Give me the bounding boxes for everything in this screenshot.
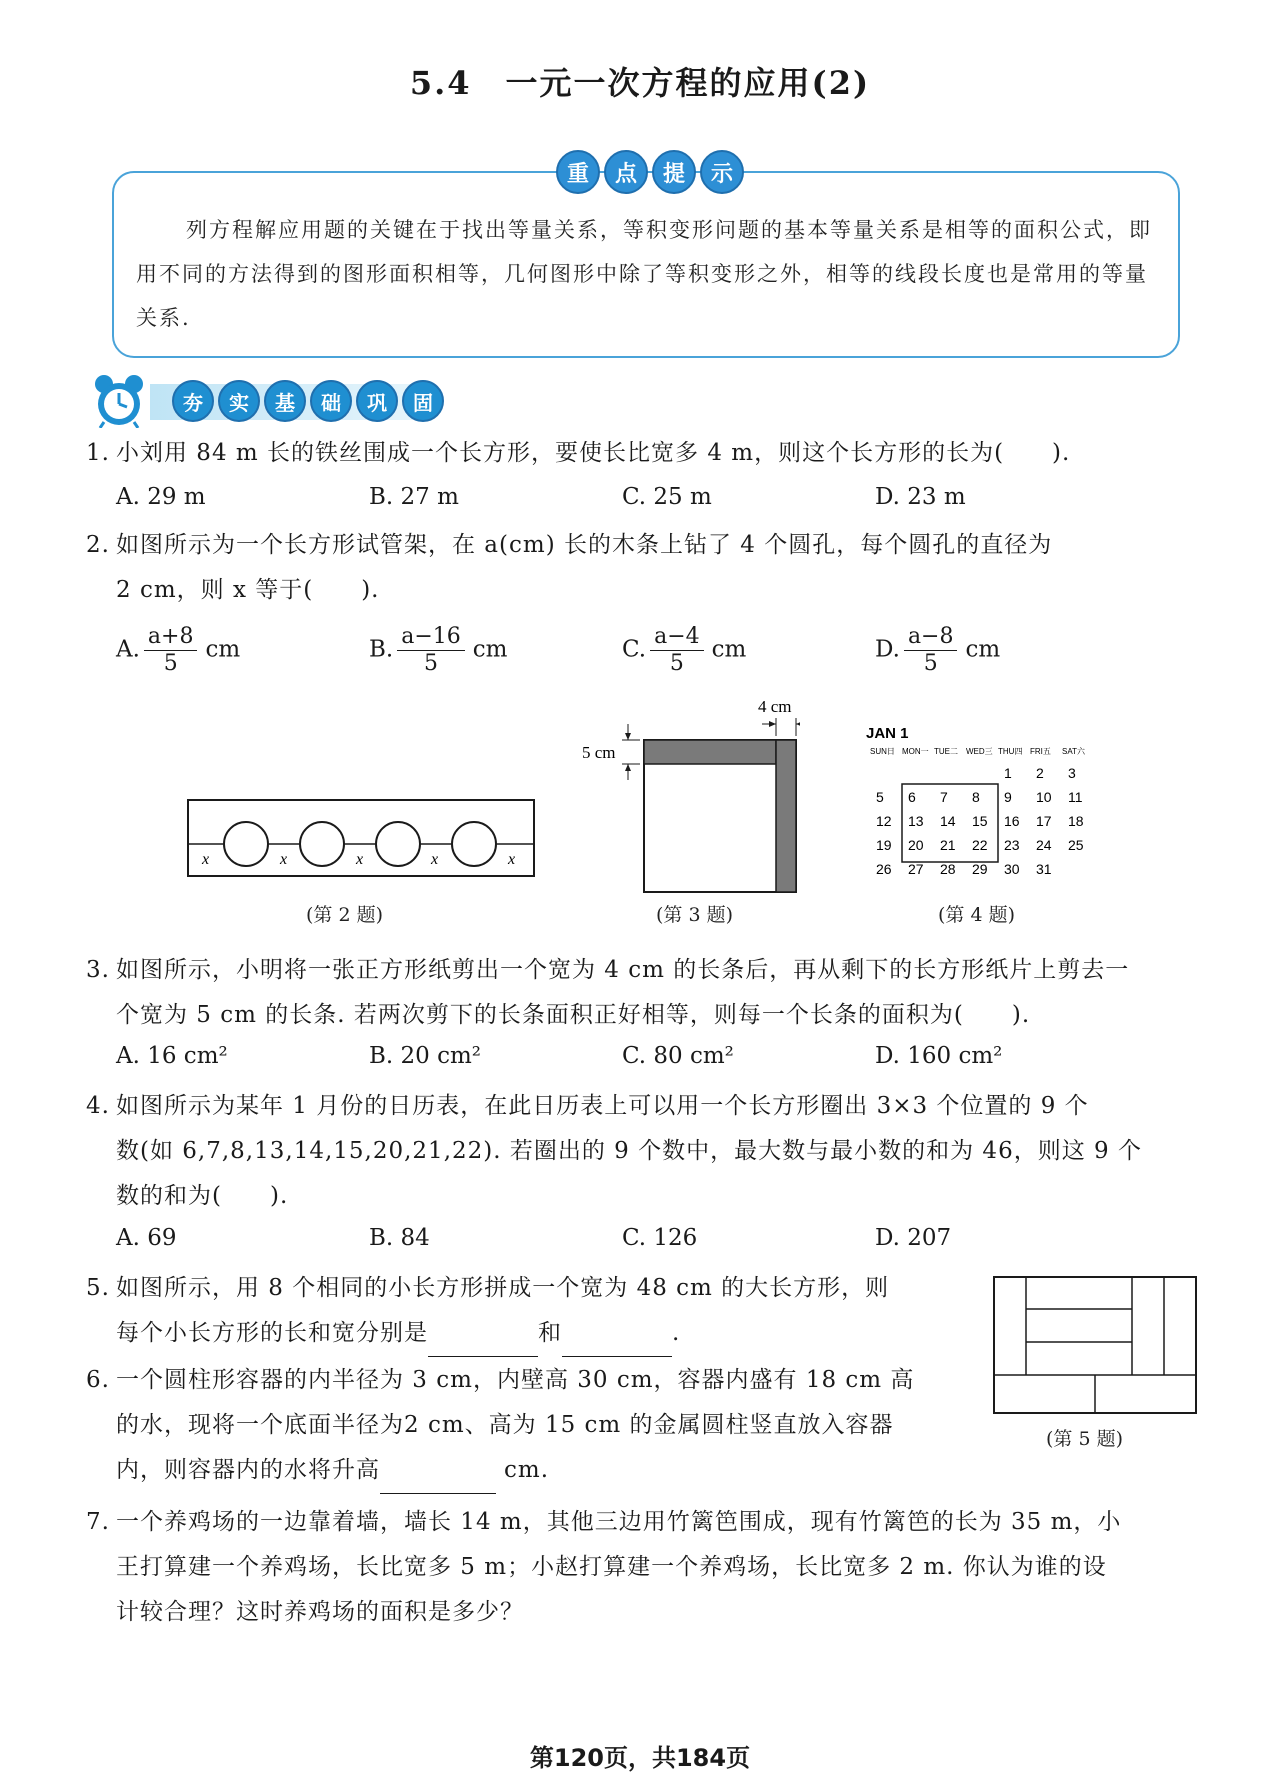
numerator: a−8 — [904, 624, 958, 651]
numerator: a−4 — [650, 624, 704, 651]
unit: cm — [472, 636, 508, 663]
numerator: a−16 — [397, 624, 465, 651]
hole-2 — [300, 822, 344, 866]
question-text: 王打算建一个养鸡场，长比宽多 5 m；小赵打算建一个养鸡场，长比宽多 2 m. 你认为谁的设 — [116, 1554, 1107, 1580]
figure-5-rectangles — [992, 1275, 1198, 1415]
calendar-day: 1 — [1004, 765, 1012, 781]
option-letter: B. — [369, 636, 394, 663]
option-letter: A. — [116, 636, 140, 663]
answer-blank-width[interactable] — [562, 1311, 672, 1357]
x-label: x — [356, 851, 364, 868]
strip-5cm — [644, 740, 776, 764]
question-number: 6. — [86, 1367, 110, 1393]
fraction — [904, 624, 958, 677]
width-4cm-label: 4 cm — [758, 697, 792, 716]
fraction — [650, 624, 704, 677]
option-a — [116, 624, 369, 677]
question-7 — [86, 1500, 1206, 1635]
calendar-weekday: WED三 — [966, 747, 993, 756]
question-text: cm. — [504, 1457, 550, 1483]
question-text: 小刘用 84 m 长的铁丝围成一个长方形，要使长比宽多 4 m，则这个长方形的长为( ). — [116, 440, 1071, 466]
option-b: B. 84 — [369, 1225, 430, 1251]
calendar-weekday: SAT六 — [1062, 747, 1085, 756]
denominator: 5 — [923, 651, 938, 676]
question-text: 如图所示为一个长方形试管架，在 a(cm) 长的木条上钻了 4 个圆孔，每个圆孔的直径为 — [116, 532, 1053, 558]
question-6 — [86, 1358, 986, 1494]
question-3-options — [116, 1043, 1128, 1069]
strip-4cm — [776, 740, 796, 892]
question-5 — [86, 1266, 986, 1357]
question-text: 计较合理？这时养鸡场的面积是多少？ — [116, 1599, 524, 1625]
option-b: B. 27 m — [369, 484, 459, 510]
section-badge: 夯 — [172, 380, 214, 422]
page-number: 第120页，共184页 — [529, 1744, 751, 1772]
figure-5-caption: (第 5 题) — [1046, 1428, 1123, 1450]
question-text: 2 cm，则 x 等于( ). — [116, 577, 380, 603]
question-number: 4. — [86, 1093, 110, 1119]
calendar-weekday: THU四 — [998, 747, 1023, 756]
calendar-day: 13 — [908, 813, 924, 829]
option-d: D. 160 cm² — [875, 1043, 1003, 1069]
x-label: x — [202, 851, 210, 868]
option-b — [369, 624, 622, 677]
figure-3-square — [580, 690, 800, 900]
question-text: 如图所示，用 8 个相同的小长方形拼成一个宽为 48 cm 的大长方形，则 — [116, 1275, 890, 1301]
tip-badge: 重 — [556, 150, 600, 194]
calendar-day: 17 — [1036, 813, 1052, 829]
calendar-day: 12 — [876, 813, 892, 829]
tip-paragraph: 列方程解应用题的关键在于找出等量关系，等积变形问题的基本等量关系是相等的面积公式，即用不同的方法得到的图形面积相等，几何图形中除了等积变形之外，相等的线段长度也是常用的等量关系. — [136, 218, 1152, 330]
calendar-day: 22 — [972, 837, 988, 853]
question-4-options — [116, 1225, 1128, 1251]
option-letter: C. — [622, 636, 647, 663]
x-label: x — [431, 851, 439, 868]
calendar-day: 16 — [1004, 813, 1020, 829]
calendar-day: 25 — [1068, 837, 1084, 853]
calendar-weekday: SUN日 — [870, 747, 895, 756]
option-d — [875, 624, 1128, 677]
section-badge: 础 — [310, 380, 352, 422]
question-number: 2. — [86, 532, 110, 558]
fraction — [397, 624, 465, 677]
question-text: 每个小长方形的长和宽分别是 — [116, 1320, 428, 1346]
section-badge: 固 — [402, 380, 444, 422]
calendar-day: 28 — [940, 861, 956, 877]
question-text: . — [672, 1320, 681, 1346]
question-1-options — [116, 484, 1128, 510]
calendar-day: 15 — [972, 813, 988, 829]
calendar-day: 26 — [876, 861, 892, 877]
question-number: 3. — [86, 957, 110, 983]
figure-4-calendar — [862, 720, 1102, 898]
section-badge: 巩 — [356, 380, 398, 422]
calendar-day: 19 — [876, 837, 892, 853]
page-title: 5.4 一元一次方程的应用(2) — [409, 64, 871, 102]
calendar-day: 8 — [972, 789, 980, 805]
fraction — [144, 624, 198, 677]
calendar-day: 3 — [1068, 765, 1076, 781]
denominator: 5 — [163, 651, 178, 676]
option-c: C. 80 cm² — [622, 1043, 734, 1069]
key-tips-heading — [556, 150, 744, 194]
question-number: 7. — [86, 1509, 110, 1535]
calendar-day: 20 — [908, 837, 924, 853]
tip-badge: 提 — [652, 150, 696, 194]
question-number: 1. — [86, 440, 110, 466]
question-text: 数(如 6,7,8,13,14,15,20,21,22). 若圈出的 9 个数中，最大数与最小数的和为 46，则这 9 个 — [116, 1138, 1142, 1164]
calendar-day: 14 — [940, 813, 956, 829]
question-text: 数的和为( ). — [116, 1183, 289, 1209]
x-label: x — [508, 851, 516, 868]
question-text: 如图所示为某年 1 月份的日历表，在此日历表上可以用一个长方形圈出 3×3 个位置的 9 个 — [116, 1093, 1089, 1119]
calendar-day: 10 — [1036, 789, 1052, 805]
option-d: D. 207 — [875, 1225, 952, 1251]
hole-3 — [376, 822, 420, 866]
calendar-day: 27 — [908, 861, 924, 877]
question-2-options — [116, 624, 1128, 677]
question-text: 的水，现将一个底面半径为2 cm、高为 15 cm 的金属圆柱竖直放入容器 — [116, 1412, 894, 1438]
option-a: A. 29 m — [116, 484, 206, 510]
key-tips-text — [136, 208, 1160, 340]
alarm-clock-icon — [90, 374, 148, 432]
question-4 — [86, 1084, 1206, 1219]
figure-3-caption: (第 3 题) — [656, 904, 733, 926]
question-2 — [86, 523, 1206, 613]
option-letter: D. — [875, 636, 900, 663]
calendar-day: 18 — [1068, 813, 1084, 829]
hole-4 — [452, 822, 496, 866]
question-1 — [86, 431, 1206, 476]
hole-1 — [224, 822, 268, 866]
calendar-weekday: MON一 — [902, 747, 929, 756]
option-c — [622, 624, 875, 677]
option-a: A. 69 — [116, 1225, 177, 1251]
x-label: x — [280, 851, 288, 868]
unit: cm — [965, 636, 1001, 663]
calendar-day: 23 — [1004, 837, 1020, 853]
figure-2-caption: (第 2 题) — [306, 904, 383, 926]
calendar-day: 31 — [1036, 861, 1052, 877]
denominator: 5 — [423, 651, 438, 676]
calendar-day: 30 — [1004, 861, 1020, 877]
question-3 — [86, 948, 1206, 1038]
calendar-day: 29 — [972, 861, 988, 877]
unit: cm — [205, 636, 241, 663]
figure-2-rack — [186, 798, 536, 878]
unit: cm — [711, 636, 747, 663]
calendar-day: 5 — [876, 789, 884, 805]
option-a: A. 16 cm² — [116, 1043, 228, 1069]
calendar-day: 2 — [1036, 765, 1044, 781]
calendar-day: 6 — [908, 789, 916, 805]
width-5cm-label: 5 cm — [582, 743, 616, 762]
tip-badge: 示 — [700, 150, 744, 194]
question-text: 如图所示，小明将一张正方形纸剪出一个宽为 4 cm 的长条后，再从剩下的长方形纸片上剪去一 — [116, 957, 1130, 983]
calendar-day: 9 — [1004, 789, 1012, 805]
section-heading — [172, 380, 444, 422]
question-text: 和 — [538, 1320, 562, 1346]
calendar-day: 24 — [1036, 837, 1052, 853]
denominator: 5 — [669, 651, 684, 676]
numerator: a+8 — [144, 624, 198, 651]
calendar-weekday: FRI五 — [1030, 747, 1051, 756]
figure-4-caption: (第 4 题) — [938, 904, 1015, 926]
option-b: B. 20 cm² — [369, 1043, 482, 1069]
tip-badge: 点 — [604, 150, 648, 194]
calendar-month: JAN 1 — [866, 725, 909, 742]
option-c: C. 126 — [622, 1225, 698, 1251]
answer-blank-length[interactable] — [428, 1311, 538, 1357]
question-text: 一个圆柱形容器的内半径为 3 cm，内壁高 30 cm，容器内盛有 18 cm 高 — [116, 1367, 915, 1393]
calendar-weekday: TUE二 — [934, 747, 958, 756]
question-text: 个宽为 5 cm 的长条. 若两次剪下的长条面积正好相等，则每一个长条的面积为( ). — [116, 1002, 1031, 1028]
question-text: 一个养鸡场的一边靠着墙，墙长 14 m，其他三边用竹篱笆围成，现有竹篱笆的长为 35 m，小 — [116, 1509, 1122, 1535]
option-c: C. 25 m — [622, 484, 712, 510]
question-number: 5. — [86, 1275, 110, 1301]
section-badge: 实 — [218, 380, 260, 422]
question-text: 内，则容器内的水将升高 — [116, 1457, 380, 1483]
calendar-day: 11 — [1068, 789, 1083, 805]
section-badge: 基 — [264, 380, 306, 422]
calendar-day: 7 — [940, 789, 948, 805]
answer-blank-height[interactable] — [380, 1448, 496, 1494]
calendar-day: 21 — [940, 837, 956, 853]
option-d: D. 23 m — [875, 484, 966, 510]
